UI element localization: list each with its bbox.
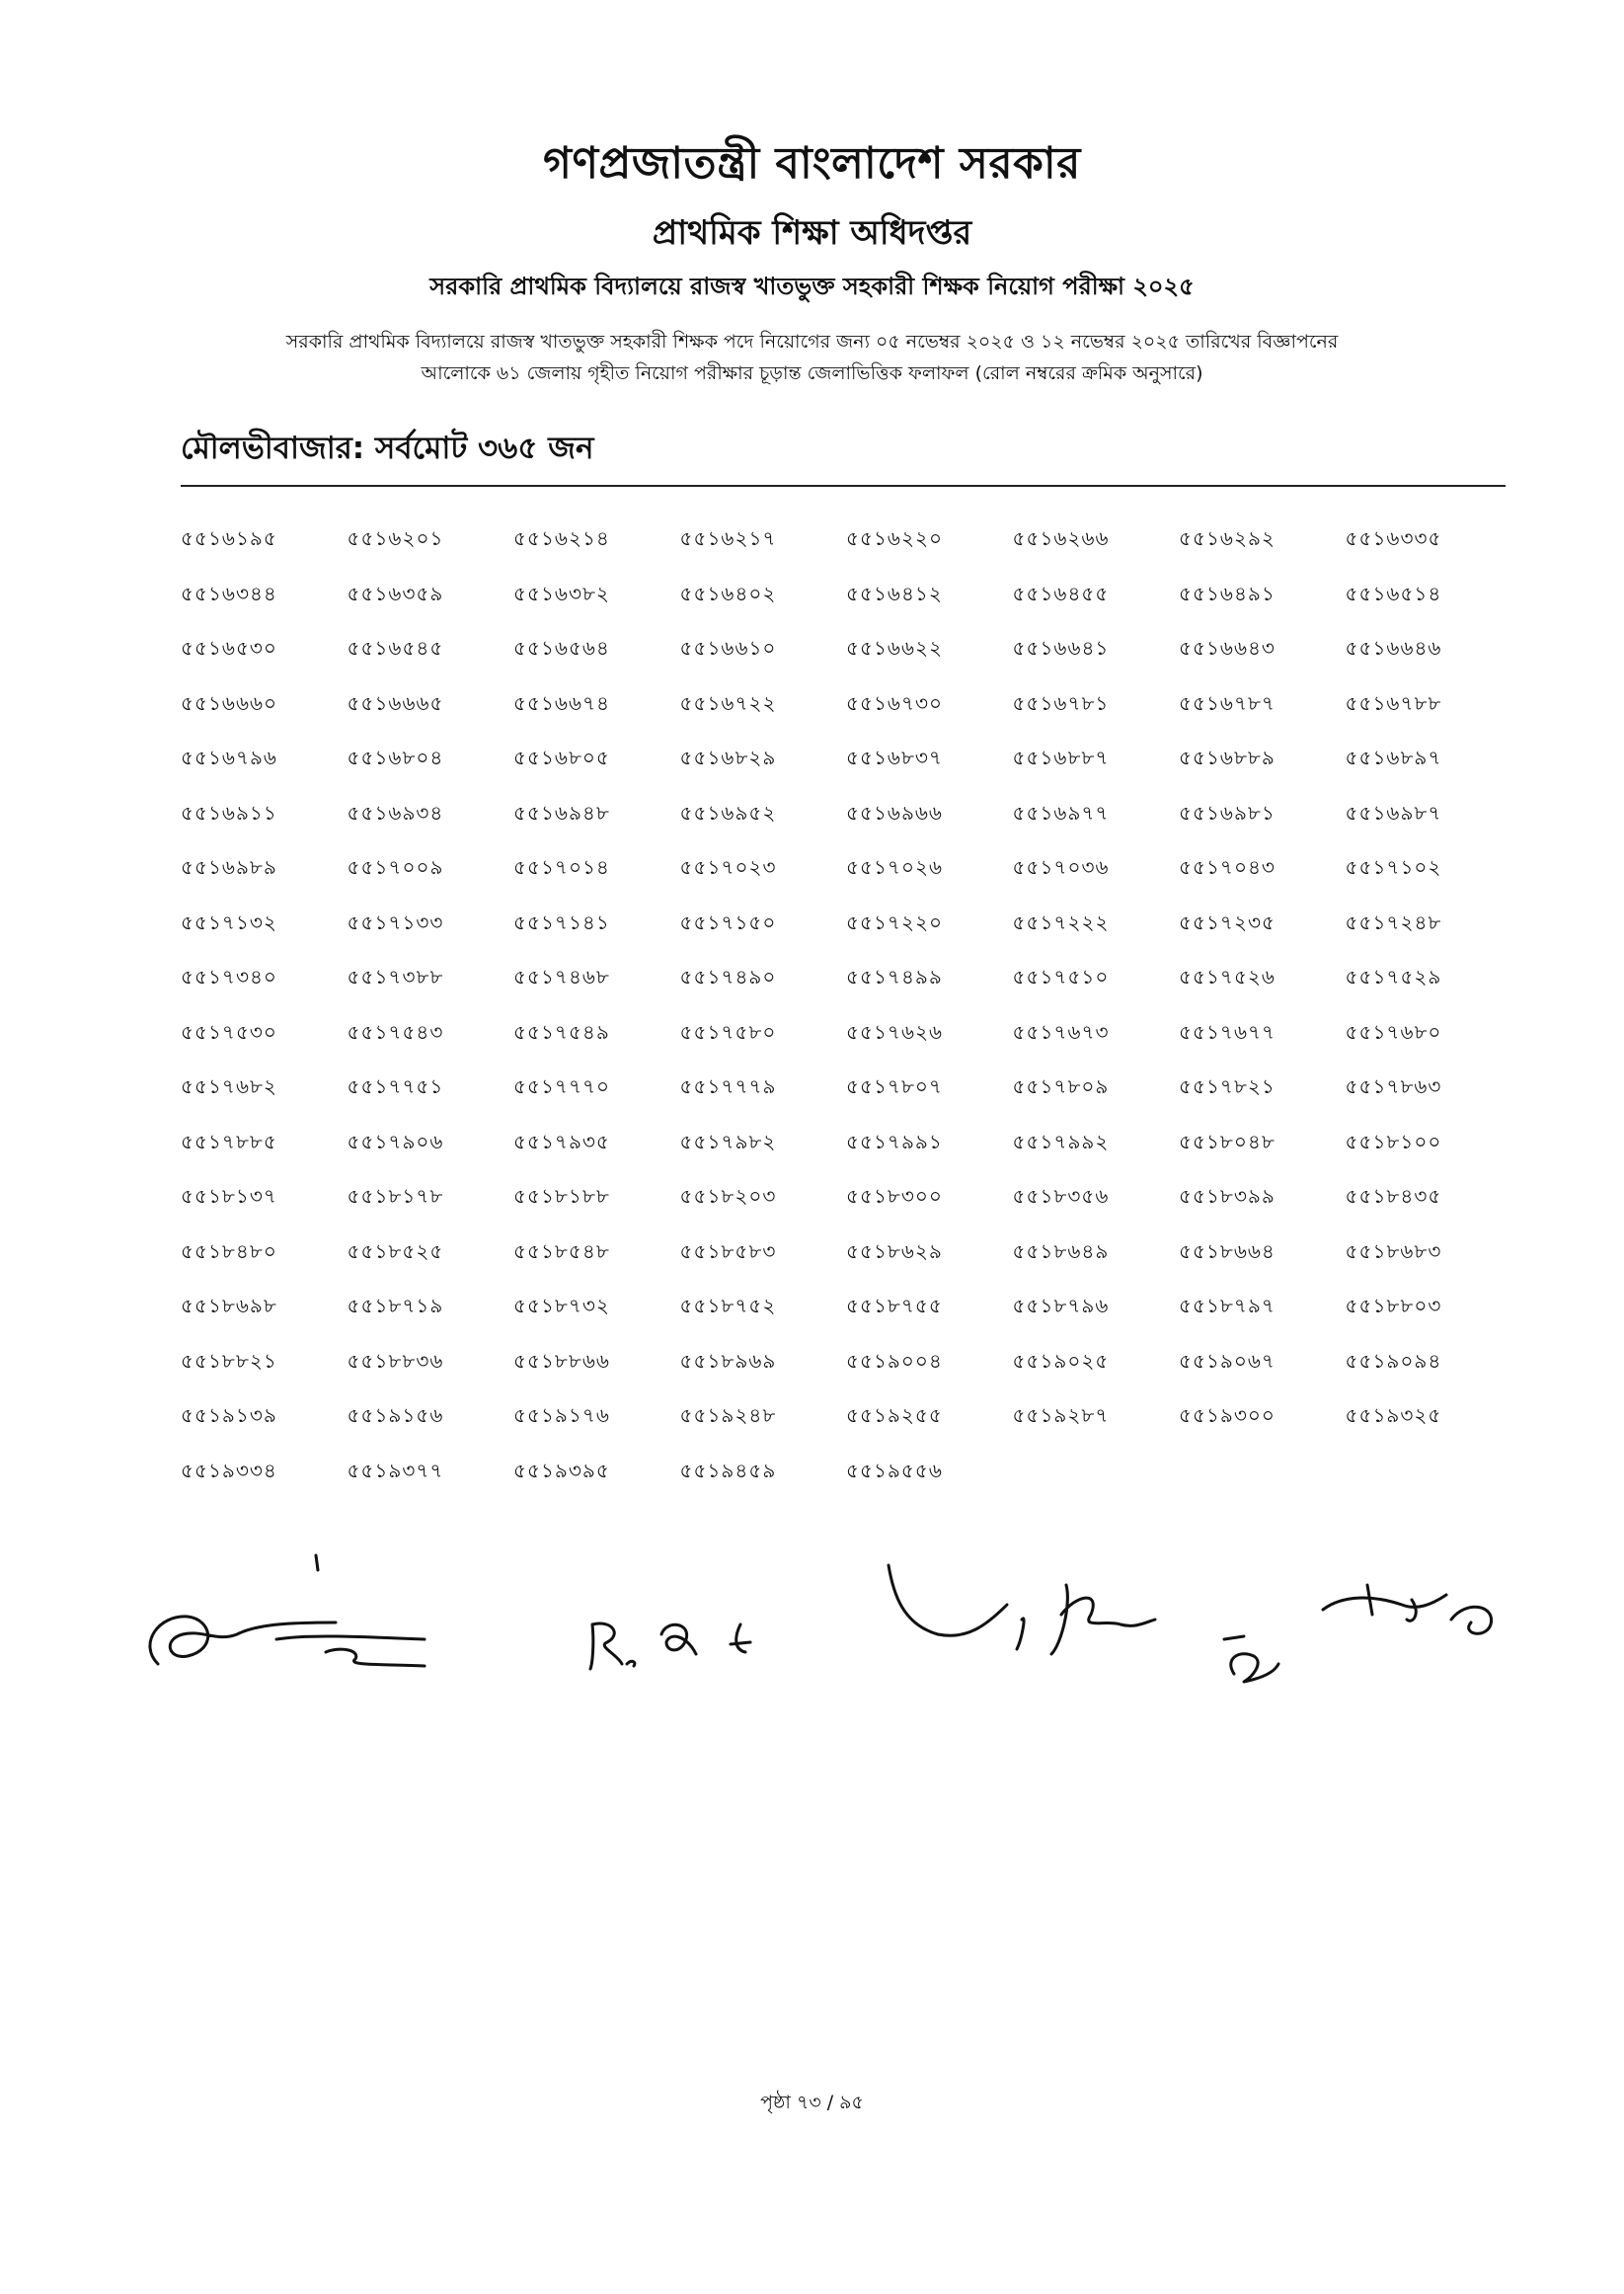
government-title: গণপ্রজাতন্ত্রী বাংলাদেশ সরকার	[543, 138, 1081, 189]
signature-4	[1224, 1585, 1492, 1682]
roll-number: ৫৫১৬৮৩৭	[846, 746, 943, 769]
roll-number: ৫৫১৭৩৪০	[181, 965, 277, 989]
roll-number: ৫৫১৬৬৪৬	[1345, 636, 1442, 660]
roll-number: ৫৫১৮১০০	[1345, 1129, 1442, 1153]
roll-number: ৫৫১৬৬২২	[846, 636, 943, 660]
exam-title: সরকারি প্রাথমিক বিদ্যালয়ে রাজস্ব খাতভুক্ত সহকারী শিক্ষক নিয়োগ পরীক্ষা ২০২৫	[429, 273, 1195, 300]
roll-number: ৫৫১৮৩৯৯	[1179, 1184, 1276, 1208]
roll-number: ৫৫১৬৬৬০	[181, 690, 277, 715]
roll-number: ৫৫১৬৫৩০	[181, 636, 277, 660]
roll-number: ৫৫১৭৬৭৭	[1179, 1019, 1276, 1044]
roll-number: ৫৫১৭১৫০	[679, 910, 777, 934]
roll-number: ৫৫১৮৪৮০	[181, 1238, 277, 1263]
roll-number: ৫৫১৭৯৩৫	[513, 1129, 610, 1153]
roll-number: ৫৫১৬৯৮১	[1179, 800, 1276, 825]
roll-number: ৫৫১৮৭৫২	[679, 1294, 777, 1317]
roll-number: ৫৫১৭০৪৩	[1179, 855, 1276, 879]
roll-number: ৫৫১৬৫৪৫	[347, 636, 444, 660]
roll-number: ৫৫১৬৯৩৪	[347, 800, 444, 825]
roll-number: ৫৫১৭৪৯৯	[846, 965, 943, 989]
roll-number: ৫৫১৬৬১০	[679, 636, 777, 660]
roll-number: ৫৫১৮৭৩২	[513, 1294, 610, 1317]
roll-number: ৫৫১৬৯১১	[181, 800, 277, 825]
roll-number: ৫৫১৭৫৩০	[181, 1019, 277, 1044]
roll-number: ৫৫১৯০৬৭	[1179, 1348, 1276, 1373]
roll-number: ৫৫১৭৪৬৮	[513, 965, 610, 989]
roll-number: ৫৫১৬৮৮৭	[1012, 746, 1110, 769]
roll-number: ৫৫১৮৬৮৩	[1345, 1238, 1442, 1263]
signature-1	[150, 1555, 425, 1666]
roll-number: ৫৫১৯৫৫৬	[846, 1458, 943, 1482]
roll-number: ৫৫১৬২২০	[846, 526, 943, 550]
roll-number: ৫৫১৬৪৯১	[1179, 581, 1276, 605]
roll-number: ৫৫১৬৭৮৮	[1345, 690, 1442, 715]
roll-number: ৫৫১৭২৪৮	[1345, 910, 1442, 934]
roll-number: ৫৫১৬৯৮৯	[181, 855, 277, 879]
roll-number: ৫৫১৮৭১৯	[347, 1294, 444, 1317]
roll-number: ৫৫১৮৩৫৬	[1012, 1184, 1110, 1208]
roll-number: ৫৫১৬৬৬৫	[347, 690, 444, 715]
roll-number: ৫৫১৬৩৩৫	[1345, 526, 1442, 550]
roll-number: ৫৫১৮৭৯৬	[1012, 1294, 1110, 1317]
roll-number: ৫৫১৮৮৩৬	[347, 1348, 444, 1373]
roll-number: ৫৫১৭৯০৬	[347, 1129, 444, 1153]
roll-number: ৫৫১৬২৯২	[1179, 526, 1276, 550]
roll-number: ৫৫১৬১৯৫	[181, 526, 277, 550]
roll-number: ৫৫১৬৩৮২	[513, 581, 610, 605]
roll-number: ৫৫১৭১০২	[1345, 855, 1442, 879]
roll-number: ৫৫১৯৩৭৭	[347, 1458, 444, 1482]
roll-number: ৫৫১৬৭২২	[679, 690, 777, 715]
signature-2	[590, 1623, 750, 1669]
roll-number: ৫৫১৮০৪৮	[1179, 1129, 1276, 1153]
roll-number: ৫৫১৮৯৬৯	[679, 1348, 777, 1373]
roll-number: ৫৫১৭১৩৩	[347, 910, 444, 934]
roll-number: ৫৫১৯৩৯৫	[513, 1458, 610, 1482]
roll-number: ৫৫১৭৫৪৩	[347, 1019, 444, 1044]
roll-number: ৫৫১৬২১৪	[513, 526, 610, 550]
roll-number: ৫৫১৬৭৮৭	[1179, 690, 1276, 715]
roll-number: ৫৫১৬৮২৯	[679, 746, 777, 769]
roll-number: ৫৫১৮১৮৮	[513, 1184, 610, 1208]
roll-number: ৫৫১৬৩৪৪	[181, 581, 277, 605]
roll-number: ৫৫১৭৫৮০	[679, 1019, 777, 1044]
district-heading: মৌলভীবাজার: সর্বমোট ৩৬৫ জন	[181, 431, 594, 466]
roll-number: ৫৫১৯১৫৬	[347, 1403, 444, 1427]
roll-number: ৫৫১৬৯৫২	[679, 800, 777, 825]
description-line-2: আলোকে ৬১ জেলায় গৃহীত নিয়োগ পরীক্ষার চূড়ান্ত জেলাভিত্তিক ফলাফল (রোল নম্বরের ক্রমিক অনুসারে)	[421, 362, 1203, 384]
roll-number: ৫৫১৬২০১	[347, 526, 444, 550]
roll-number: ৫৫১৭৫২৯	[1345, 965, 1442, 989]
roll-number: ৫৫১৬৯৮৭	[1345, 800, 1442, 825]
roll-number: ৫৫১৬৪১২	[846, 581, 943, 605]
roll-number: ৫৫১৯৩৩৪	[181, 1458, 277, 1482]
roll-number: ৫৫১৬৯৪৮	[513, 800, 610, 825]
heading-divider	[181, 485, 1506, 487]
roll-number: ৫৫১৭৬২৬	[846, 1019, 943, 1044]
roll-number: ৫৫১৮৭৫৫	[846, 1294, 943, 1317]
roll-number: ৫৫১৭৬৮০	[1345, 1019, 1442, 1044]
roll-number: ৫৫১৯০৯৪	[1345, 1348, 1442, 1373]
roll-number: ৫৫১৯৩০০	[1179, 1403, 1276, 1427]
roll-number: ৫৫১৬২১৭	[679, 526, 777, 550]
roll-number: ৫৫১৮৫৮৩	[679, 1238, 777, 1263]
roll-number: ৫৫১৭৯৯১	[846, 1129, 943, 1153]
roll-number: ৫৫১৮৩০০	[846, 1184, 943, 1208]
roll-number: ৫৫১৮২০৩	[679, 1184, 777, 1208]
roll-number: ৫৫১৯০২৫	[1012, 1348, 1110, 1373]
roll-number-grid	[181, 523, 1523, 1510]
roll-number: ৫৫১৬৫১৪	[1345, 581, 1442, 605]
roll-number: ৫৫১৭২২০	[846, 910, 943, 934]
roll-number: ৫৫১৯৪৫৯	[679, 1458, 777, 1482]
roll-number: ৫৫১৮৬২৯	[846, 1238, 943, 1263]
roll-number: ৫৫১৬২৬৬	[1012, 526, 1110, 550]
roll-number: ৫৫১৭০২৬	[846, 855, 943, 879]
roll-number: ৫৫১৭৮০৯	[1012, 1074, 1110, 1098]
roll-number: ৫৫১৬৭৮১	[1012, 690, 1110, 715]
roll-number: ৫৫১৮৪৩৫	[1345, 1184, 1442, 1208]
roll-number: ৫৫১৭৯৯২	[1012, 1129, 1110, 1153]
roll-number: ৫৫১৬৮০৪	[347, 746, 444, 769]
roll-number: ৫৫১৬৬৪১	[1012, 636, 1110, 660]
roll-number: ৫৫১৭৪৯০	[679, 965, 777, 989]
page-number: পৃষ্ঠা ৭৩ / ৯৫	[760, 2092, 864, 2113]
roll-number: ৫৫১৭৭৫১	[347, 1074, 444, 1098]
roll-number: ৫৫১৬৫৬৪	[513, 636, 610, 660]
roll-number: ৫৫১৯৩২৫	[1345, 1403, 1442, 1427]
roll-number: ৫৫১৭৯৮২	[679, 1129, 777, 1153]
roll-number: ৫৫১৭৮৬৩	[1345, 1074, 1442, 1098]
roll-number: ৫৫১৭৩৮৮	[347, 965, 444, 989]
roll-number: ৫৫১৯২৮৭	[1012, 1403, 1110, 1427]
department-title: প্রাথমিক শিক্ষা অধিদপ্তর	[652, 213, 972, 253]
roll-number: ৫৫১৬৬৪৩	[1179, 636, 1276, 660]
roll-number: ৫৫১৮৭৯৭	[1179, 1294, 1276, 1317]
roll-number: ৫৫১৯০০৪	[846, 1348, 943, 1373]
roll-number: ৫৫১৭০০৯	[347, 855, 444, 879]
roll-number: ৫৫১৭৫২৬	[1179, 965, 1276, 989]
roll-number: ৫৫১৮৮২১	[181, 1348, 277, 1373]
roll-number: ৫৫১৭১৪১	[513, 910, 610, 934]
roll-number: ৫৫১৮৮০৩	[1345, 1294, 1442, 1317]
roll-number: ৫৫১৬৪০২	[679, 581, 777, 605]
roll-number: ৫৫১৬৭৯৬	[181, 746, 277, 769]
roll-number: ৫৫১৭০২৩	[679, 855, 777, 879]
roll-number: ৫৫১৬৯৬৬	[846, 800, 943, 825]
roll-number: ৫৫১৭৬৮২	[181, 1074, 277, 1098]
roll-number: ৫৫১৭৭৭৯	[679, 1074, 777, 1098]
roll-number: ৫৫১৬৮৮৯	[1179, 746, 1276, 769]
roll-number: ৫৫১৭০৩৬	[1012, 855, 1110, 879]
roll-number: ৫৫১৭৭৭০	[513, 1074, 610, 1098]
roll-number: ৫৫১৮১৭৮	[347, 1184, 444, 1208]
roll-number: ৫৫১৬৮০৫	[513, 746, 610, 769]
signatures	[128, 1526, 1530, 1703]
roll-number: ৫৫১৬৮৯৭	[1345, 746, 1442, 769]
roll-number: ৫৫১৯১৩৯	[181, 1403, 277, 1427]
roll-number: ৫৫১৭২৩৫	[1179, 910, 1276, 934]
signature-3	[889, 1565, 1155, 1654]
roll-number: ৫৫১৯১৭৬	[513, 1403, 610, 1427]
roll-number: ৫৫১৭৮০৭	[846, 1074, 943, 1098]
roll-number: ৫৫১৭২২২	[1012, 910, 1110, 934]
roll-number: ৫৫১৮৬৬৪	[1179, 1238, 1276, 1263]
roll-number: ৫৫১৭১৩২	[181, 910, 277, 934]
roll-number: ৫৫১৭৫১০	[1012, 965, 1110, 989]
roll-number: ৫৫১৮৬৯৮	[181, 1294, 277, 1317]
roll-number: ৫৫১৬৪৫৫	[1012, 581, 1110, 605]
roll-number: ৫৫১৮৮৬৬	[513, 1348, 610, 1373]
roll-number: ৫৫১৬৬৭৪	[513, 690, 610, 715]
roll-number: ৫৫১৮৫২৫	[347, 1238, 444, 1263]
roll-number: ৫৫১৮১৩৭	[181, 1184, 277, 1208]
roll-number: ৫৫১৬৯৭৭	[1012, 800, 1110, 825]
roll-number: ৫৫১৭৮৮৫	[181, 1129, 277, 1153]
roll-number: ৫৫১৯২৫৫	[846, 1403, 943, 1427]
description-line-1: সরকারি প্রাথমিক বিদ্যালয়ে রাজস্ব খাতভুক্ত সহকারী শিক্ষক পদে নিয়োগের জন্য ০৫ নভেম্বর ২০২৫ ও ১২ নভেম্বর ২০২৫ তারিখের বিজ্ঞাপনের	[285, 331, 1339, 353]
roll-number: ৫৫১৬৭৩০	[846, 690, 943, 715]
roll-number: ৫৫১৭৬৭৩	[1012, 1019, 1110, 1044]
roll-number: ৫৫১৭৫৪৯	[513, 1019, 610, 1044]
roll-number: ৫৫১৮৫৪৮	[513, 1238, 610, 1263]
roll-number: ৫৫১৮৬৪৯	[1012, 1238, 1110, 1263]
roll-number: ৫৫১৯২৪৮	[679, 1403, 777, 1427]
roll-number: ৫৫১৭০১৪	[513, 855, 610, 879]
roll-number: ৫৫১৬৩৫৯	[347, 581, 444, 605]
roll-number: ৫৫১৭৮২১	[1179, 1074, 1276, 1098]
